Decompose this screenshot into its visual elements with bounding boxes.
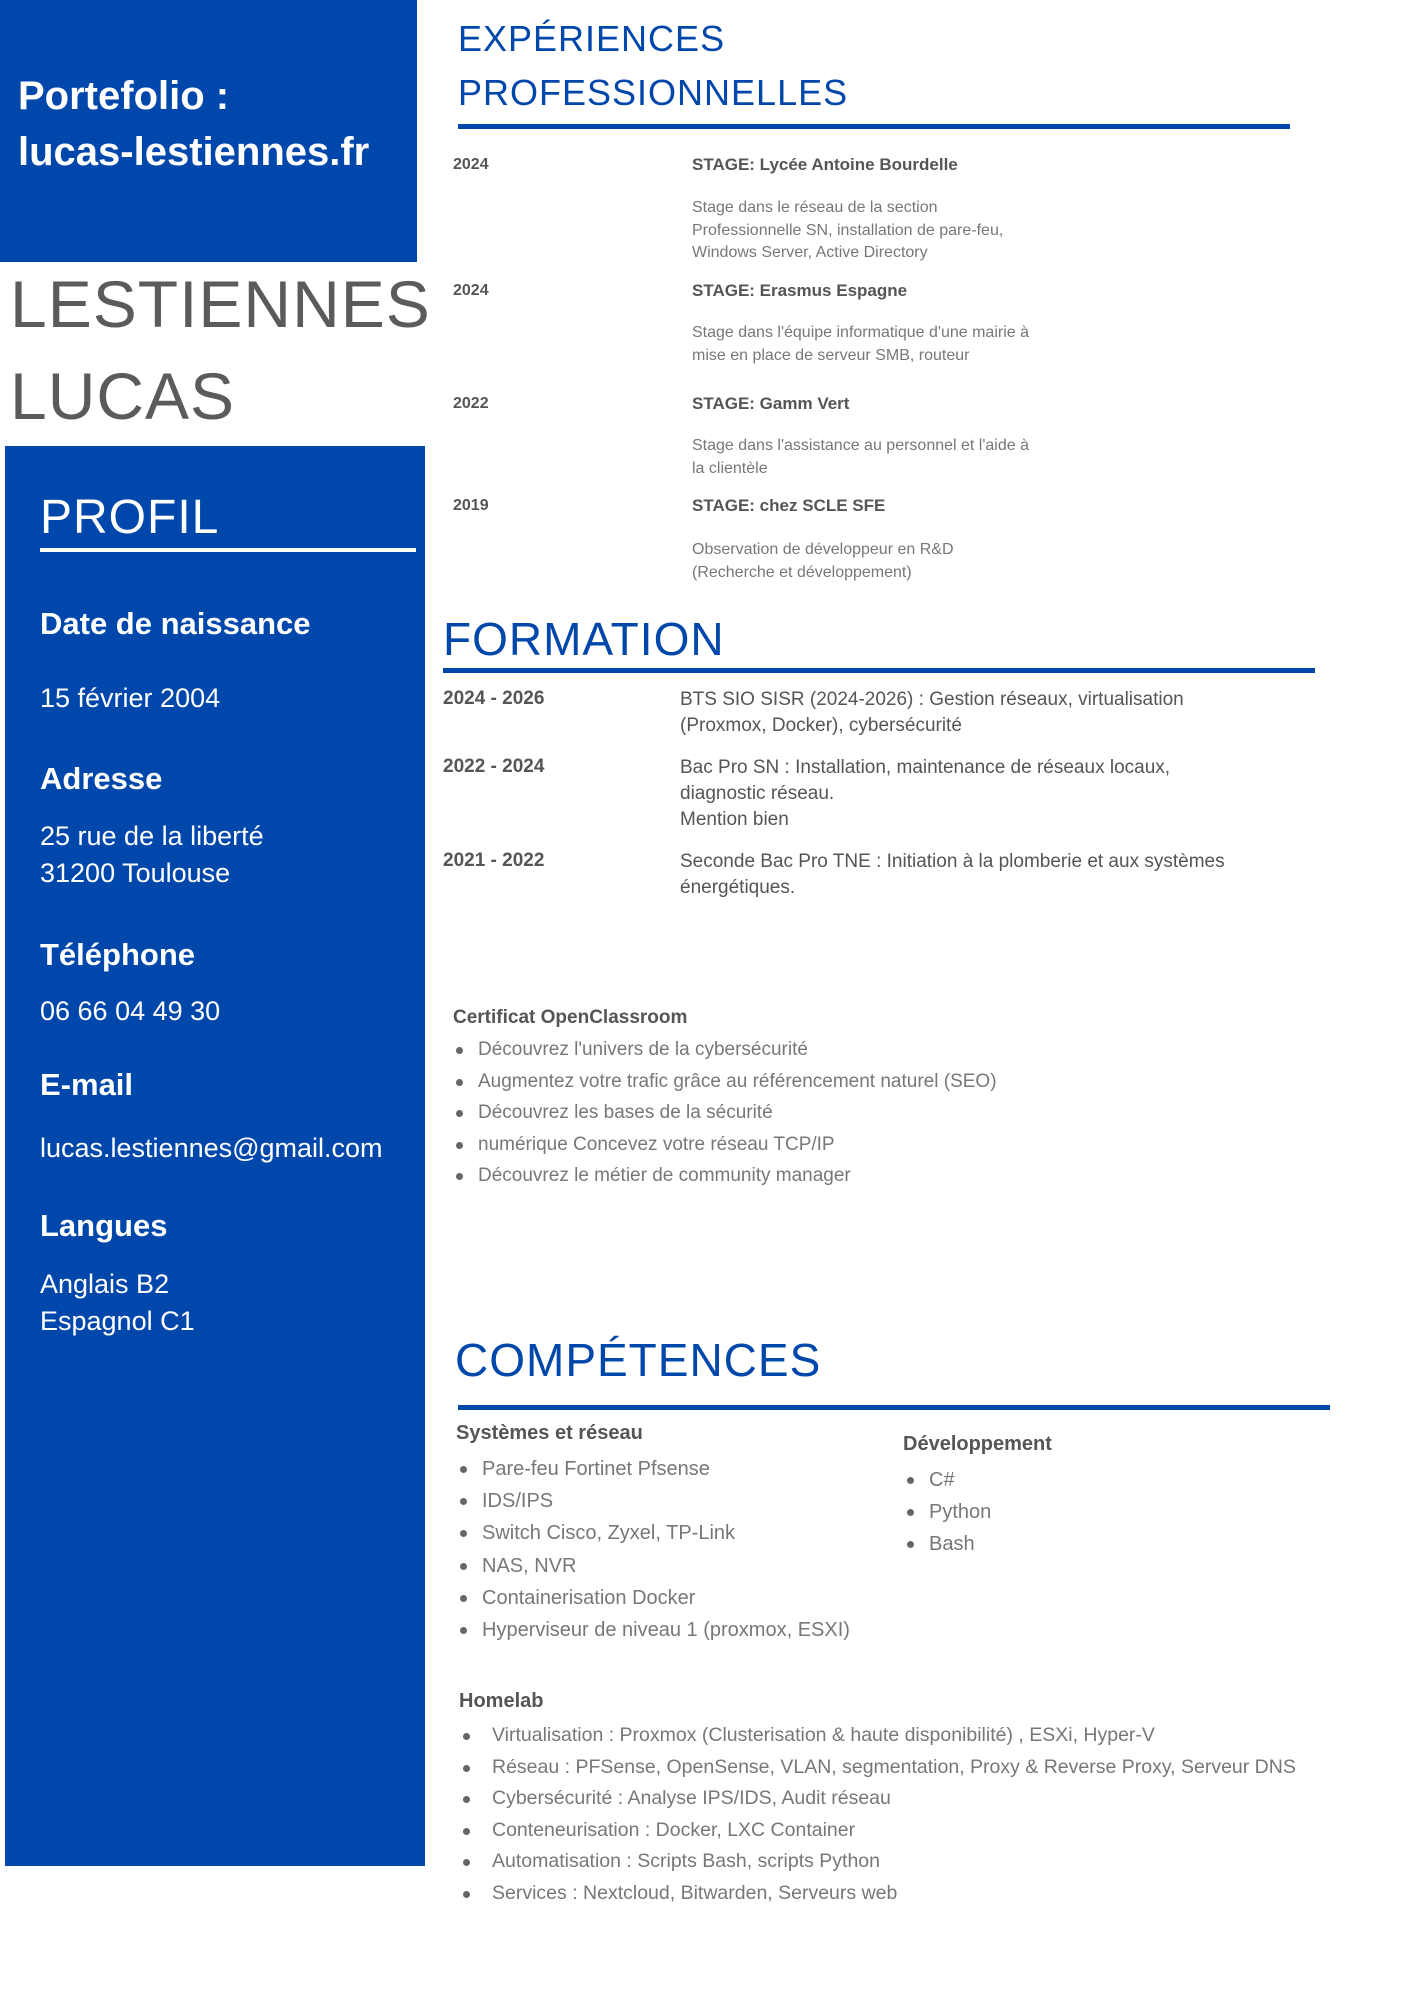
experiences-title-line: PROFESSIONNELLES <box>458 72 849 113</box>
list-item: numérique Concevez votre réseau TCP/IP <box>452 1129 1352 1161</box>
formation-divider <box>443 668 1315 673</box>
phone-label: Téléphone <box>40 937 196 972</box>
birth-label: Date de naissance <box>40 606 311 641</box>
skills-divider <box>458 1405 1330 1410</box>
experience-description <box>692 435 1052 480</box>
address-line: 31200 Toulouse <box>40 858 231 888</box>
portfolio-link[interactable] <box>18 68 408 180</box>
experiences-divider <box>458 124 1290 129</box>
description-line: (Recherche et développement) <box>692 563 912 581</box>
list-item: Hyperviseur de niveau 1 (proxmox, ESXI) <box>456 1614 886 1646</box>
portfolio-url[interactable]: lucas-lestiennes.fr <box>18 130 370 174</box>
formation-line: Bac Pro SN : Installation, maintenance de réseaux locaux, <box>680 757 1171 778</box>
experience-description <box>692 539 1052 584</box>
experience-title: STAGE: chez SCLE SFE <box>692 496 886 515</box>
experiences-title <box>458 12 848 120</box>
description-line: mise en place de serveur SMB, routeur <box>692 346 970 364</box>
language-item: Anglais B2 <box>40 1269 170 1299</box>
list-item: C# <box>903 1464 1203 1496</box>
description-line: Observation de développeur en R&D <box>692 541 954 558</box>
email-label: E-mail <box>40 1067 134 1102</box>
description-line: Professionnelle SN, installation de pare-feu, <box>692 221 1004 239</box>
formation-description <box>680 755 1300 833</box>
list-item: Virtualisation : Proxmox (Clusterisation & haute disponibilité) , ESXi, Hyper-V <box>459 1720 1359 1752</box>
list-item: Services : Nextcloud, Bitwarden, Serveurs web <box>459 1878 1359 1910</box>
first-name: LUCAS <box>10 359 236 433</box>
homelab-list <box>459 1720 1359 1909</box>
candidate-name <box>10 258 431 442</box>
formation-line: diagnostic réseau. <box>680 783 835 804</box>
profile-divider <box>40 548 416 552</box>
homelab-title: Homelab <box>459 1690 544 1712</box>
list-item: Découvrez le métier de community manager <box>452 1160 1352 1192</box>
list-item: Conteneurisation : Docker, LXC Container <box>459 1815 1359 1847</box>
experience-year: 2024 <box>453 282 489 299</box>
list-item: Pare-feu Fortinet Pfsense <box>456 1453 886 1485</box>
portfolio-label: Portefolio : <box>18 74 230 118</box>
experience-title: STAGE: Lycée Antoine Bourdelle <box>692 155 958 174</box>
formation-line: BTS SIO SISR (2024-2026) : Gestion réseaux, virtualisation <box>680 689 1184 710</box>
experience-description <box>692 322 1052 367</box>
formation-description <box>680 687 1300 739</box>
formation-line: Seconde Bac Pro TNE : Initiation à la plomberie et aux systèmes <box>680 851 1225 872</box>
list-item: Cybersécurité : Analyse IPS/IDS, Audit réseau <box>459 1783 1359 1815</box>
list-item: Automatisation : Scripts Bash, scripts Python <box>459 1846 1359 1878</box>
languages-label: Langues <box>40 1208 168 1243</box>
birth-value: 15 février 2004 <box>40 683 221 713</box>
address-value <box>40 818 264 892</box>
address-label: Adresse <box>40 761 163 796</box>
experience-year: 2022 <box>453 395 489 412</box>
formation-years: 2021 - 2022 <box>443 850 545 871</box>
description-line: Stage dans l'équipe informatique d'une mairie à <box>692 324 1029 341</box>
list-item: Réseau : PFSense, OpenSense, VLAN, segmentation, Proxy & Reverse Proxy, Serveur DNS <box>459 1752 1359 1784</box>
formation-line: (Proxmox, Docker), cybersécurité <box>680 715 962 736</box>
list-item: IDS/IPS <box>456 1485 886 1517</box>
experience-description <box>692 197 1052 265</box>
description-line: Stage dans le réseau de la section <box>692 199 938 216</box>
formation-line: énergétiques. <box>680 877 796 898</box>
formation-years: 2022 - 2024 <box>443 756 545 777</box>
formation-description <box>680 849 1300 901</box>
description-line: la clientèle <box>692 459 768 477</box>
email-value[interactable]: lucas.lestiennes@gmail.com <box>40 1133 383 1163</box>
list-item: Bash <box>903 1528 1203 1560</box>
certificates-title: Certificat OpenClassroom <box>453 1007 688 1028</box>
last-name: LESTIENNES <box>10 267 431 341</box>
systems-list <box>456 1453 886 1646</box>
experience-year: 2024 <box>453 156 489 173</box>
development-title: Développement <box>903 1433 1052 1455</box>
experience-year: 2019 <box>453 497 489 514</box>
language-item: Espagnol C1 <box>40 1306 195 1336</box>
list-item: Découvrez l'univers de la cybersécurité <box>452 1034 1352 1066</box>
experiences-title-line: EXPÉRIENCES <box>458 18 726 59</box>
certificates-list <box>452 1034 1352 1192</box>
list-item: Augmentez votre trafic grâce au référencement naturel (SEO) <box>452 1066 1352 1098</box>
skills-title: COMPÉTENCES <box>455 1334 822 1386</box>
systems-title: Systèmes et réseau <box>456 1422 643 1444</box>
description-line: Stage dans l'assistance au personnel et l'aide à <box>692 437 1029 454</box>
formation-years: 2024 - 2026 <box>443 688 545 709</box>
experience-title: STAGE: Gamm Vert <box>692 394 850 413</box>
list-item: Découvrez les bases de la sécurité <box>452 1097 1352 1129</box>
formation-line: Mention bien <box>680 809 789 830</box>
description-line: Windows Server, Active Directory <box>692 244 928 261</box>
address-line: 25 rue de la liberté <box>40 821 264 851</box>
languages-value <box>40 1266 195 1340</box>
phone-value[interactable]: 06 66 04 49 30 <box>40 996 221 1026</box>
list-item: NAS, NVR <box>456 1550 886 1582</box>
list-item: Python <box>903 1496 1203 1528</box>
formation-title: FORMATION <box>443 613 725 665</box>
profile-title: PROFIL <box>40 491 220 544</box>
development-list <box>903 1464 1203 1561</box>
list-item: Containerisation Docker <box>456 1582 886 1614</box>
experience-title: STAGE: Erasmus Espagne <box>692 281 908 300</box>
list-item: Switch Cisco, Zyxel, TP-Link <box>456 1517 886 1549</box>
